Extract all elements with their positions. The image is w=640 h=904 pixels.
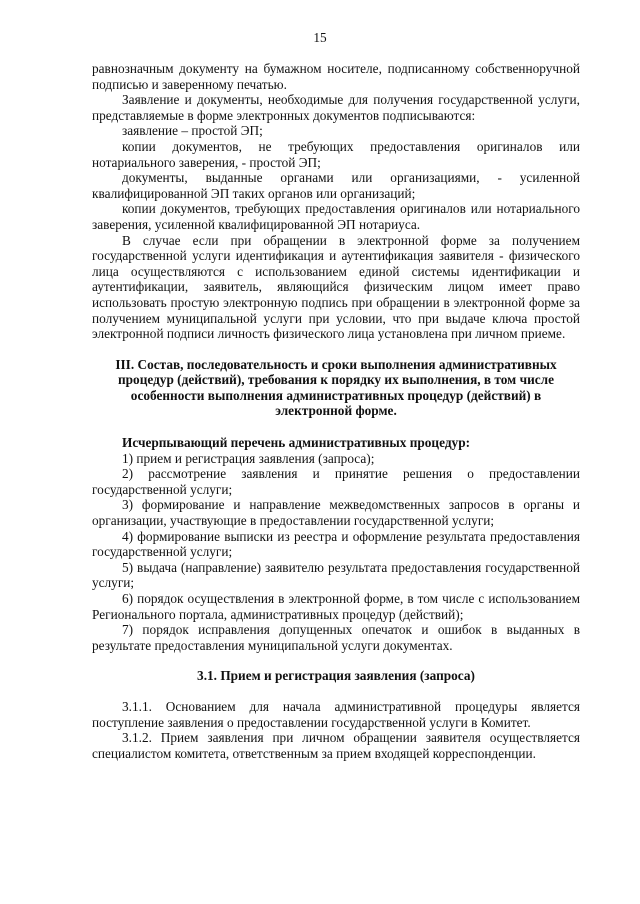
list-item: 6) порядок осуществления в электронной форме, в том числе с использованием Регионального портала, административных процедур (действий); [92,591,580,622]
list-item: 2) рассмотрение заявления и принятие решения о предоставлении государственной услуги; [92,466,580,497]
paragraph: В случае если при обращении в электронной форме за получением государственной услуги идентификация и аутентификация заявителя - физического лица осуществляются с использованием единой системы идентификации и аутентификации, заявитель, являющийся физическим лицом имеет право использовать простую электронную подпись при обращении в электронной форме за получением муниципальной услуги при условии, что при выдаче ключа простой электронной подписи личность физического лица установлена при личном приеме. [92,232,580,342]
list-item: 1) прием и регистрация заявления (запроса); [122,450,375,466]
list-item: 5) выдача (направление) заявителю результата предоставления государственной услуги; [92,559,580,591]
paragraph: 3.1.2. Прием заявления при личном обращении заявителя осуществляется специалистом комитета, ответственным за прием входящей корреспонденции. [92,730,580,761]
list-heading: Исчерпывающий перечень административных процедур: [122,435,471,451]
list-item: 4) формирование выписки из реестра и оформление результата предоставления государственной услуги; [92,528,580,560]
paragraph: документы, выданные органами или организациями, - усиленной квалифицированной ЭП таких органов или организаций; [92,170,580,201]
list-item: 7) порядок исправления допущенных опечаток и ошибок в выданных в результате предоставления муниципальной услуги документах. [92,622,580,653]
list-item: 3) формирование и направление межведомственных запросов в органы и организации, участвующие в предоставлении государственной услуги; [92,497,580,529]
paragraph: 3.1.1. Основанием для начала административной процедуры является поступление заявления о предоставлении государственной услуги в Комитет. [92,698,580,730]
paragraph: равнозначным документу на бумажном носителе, подписанному собственноручной подписью и заверенному печатью. [92,61,580,92]
paragraph: копии документов, не требующих предоставления оригиналов или нотариального заверения, - простой ЭП; [92,138,580,170]
paragraph: Заявление и документы, необходимые для получения государственной услуги, представляемые в форме электронных документов подписываются: [92,92,580,123]
subsection-heading: 3.1. Прием и регистрация заявления (запроса) [197,668,475,684]
page-content [92,61,580,761]
section-heading: III. Состав, последовательность и сроки выполнения административных процедур (действий), требования к порядку их выполнения, в том числе особенности выполнения административных процедур (действий) в электронной форме. [115,356,557,419]
paragraph: заявление – простой ЭП; [122,123,263,139]
paragraph: копии документов, требующих предоставления оригиналов или нотариального заверения, усиленной квалифицированной ЭП нотариуса. [92,201,580,232]
page-number: 15 [313,30,327,45]
